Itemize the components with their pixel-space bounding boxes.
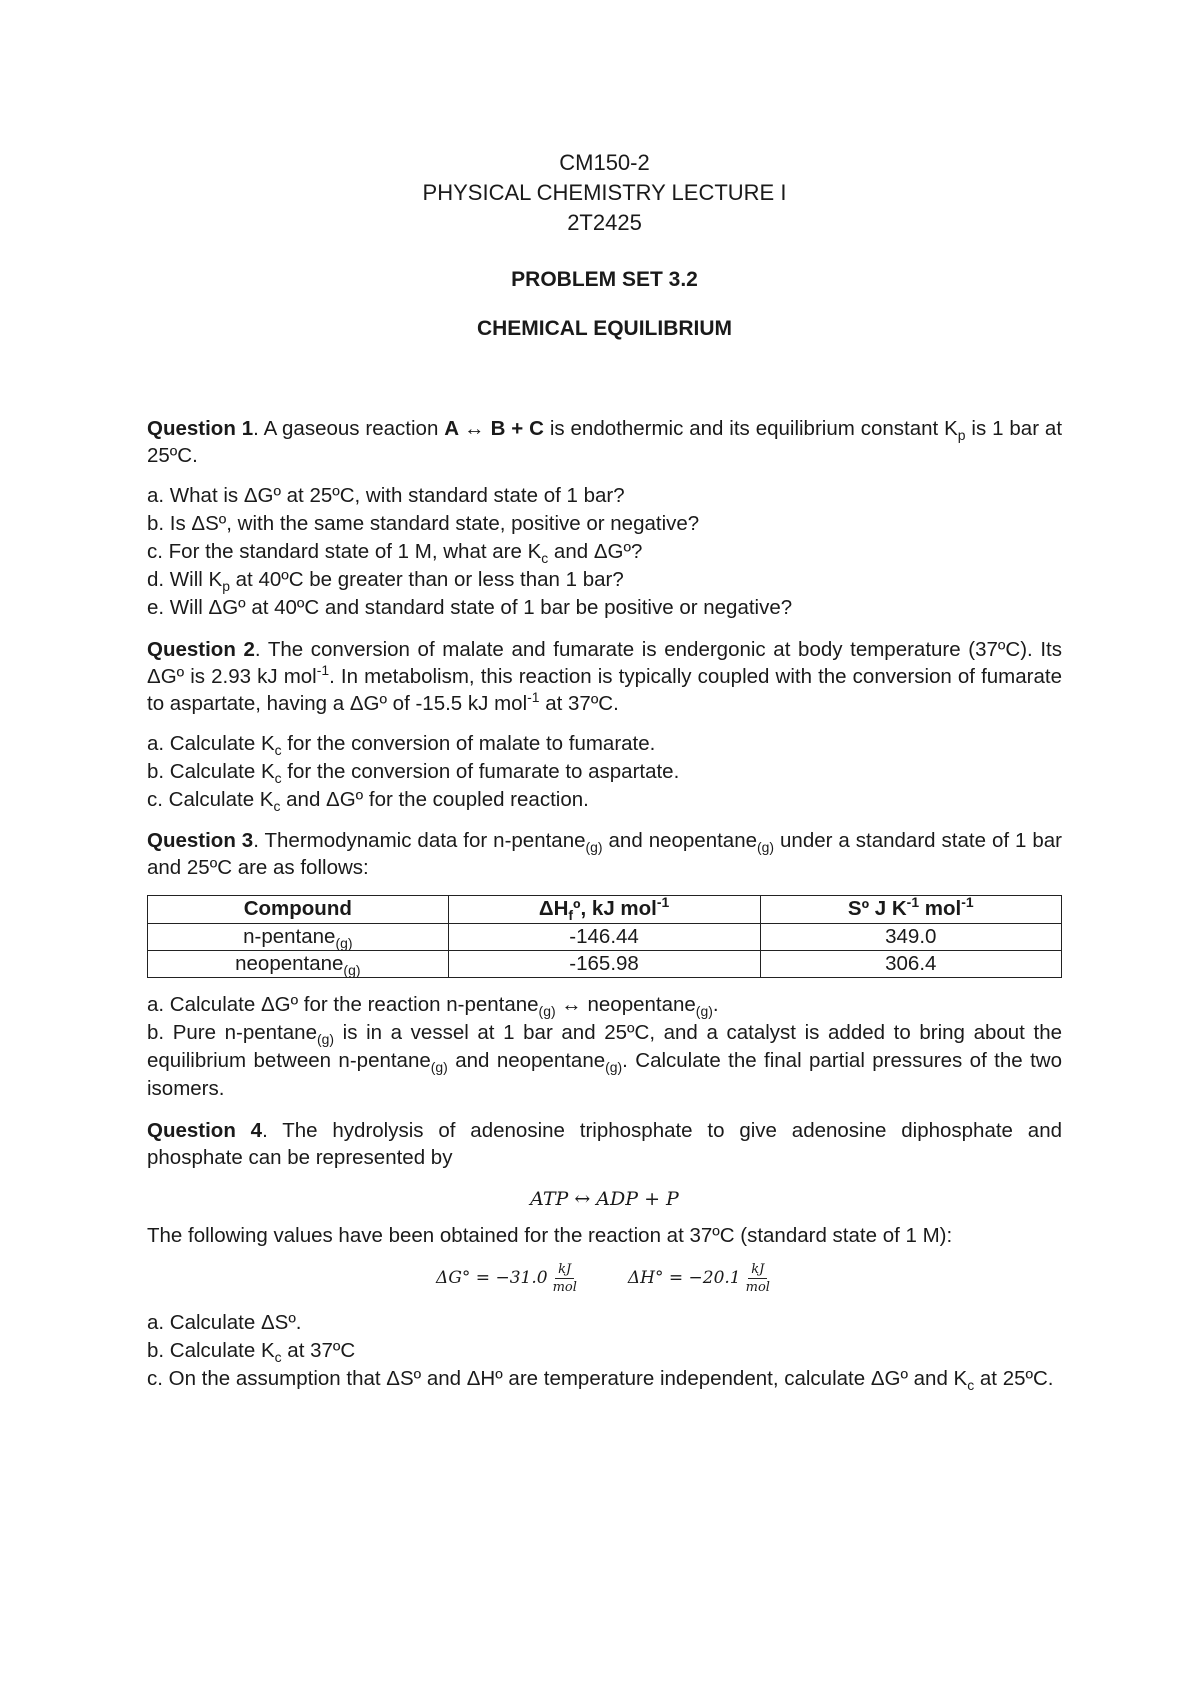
unit-denominator: mol	[745, 1280, 770, 1296]
question-4-prompt	[147, 1117, 1062, 1171]
subscript: (g)	[605, 1059, 623, 1076]
course-code: CM150-2	[559, 150, 650, 175]
course-title: PHYSICAL CHEMISTRY LECTURE I	[422, 179, 787, 205]
item-3a	[147, 991, 1062, 1019]
thermo-data-table	[147, 895, 1062, 978]
text: is endothermic and its equilibrium constant K	[543, 417, 958, 441]
entropy-cell: 306.4	[760, 950, 1061, 977]
delta-g-value	[436, 1261, 580, 1296]
text: . The conversion of malate and fumarate is endergonic at body temperature (37ºC). Its ΔGº is 2.93 kJ mol	[147, 637, 1062, 688]
subscript: p	[222, 577, 230, 594]
text: c. For the standard state of 1 M, what are K	[147, 540, 542, 563]
table-row	[148, 923, 1062, 950]
problem-set-title: PROBLEM SET 3.2	[511, 267, 698, 291]
text: b. Pure n-pentane	[147, 1021, 317, 1045]
subscript: f	[568, 907, 574, 924]
delta-h-value	[628, 1261, 773, 1296]
document-header	[147, 148, 1062, 238]
compound-cell	[148, 950, 449, 977]
subscript: (g)	[316, 1031, 335, 1048]
text: is 1 bar at 25ºC.	[147, 417, 1063, 468]
thermo-values-equation	[147, 1261, 1062, 1296]
text: a. Calculate ΔGº for the reaction n-pentane	[147, 993, 539, 1017]
unit-fraction	[743, 1261, 773, 1296]
item-4b	[147, 1337, 1062, 1365]
text: and neopentane	[602, 829, 758, 853]
question-1-prompt	[147, 415, 1062, 469]
unit-fraction	[550, 1261, 580, 1296]
text: and neopentane	[447, 1048, 606, 1072]
text: . Calculate the final partial pressures of the two isomers.	[147, 1048, 1062, 1100]
text: Sº J K	[847, 897, 907, 921]
question-2-prompt	[147, 636, 1062, 717]
subscript: c	[273, 797, 281, 814]
text: at 37ºC	[281, 1339, 356, 1363]
text: is in a vessel at 1 bar and 25ºC, and a catalyst is added to bring about the equilibrium between n-pentane	[147, 1021, 1062, 1072]
subscript: (g)	[585, 839, 603, 856]
table-row	[148, 950, 1062, 977]
item-3b	[147, 1019, 1062, 1103]
text: under a standard state of 1 bar and 25ºC are as follows:	[147, 829, 1062, 880]
item-2c	[147, 786, 1062, 814]
question-1	[147, 415, 1062, 621]
reaction-formula: A ↔ B + C	[444, 417, 544, 441]
text: ΔH° = −20.1	[627, 1268, 741, 1289]
enthalpy-cell: -165.98	[448, 950, 760, 977]
subscript: c	[274, 769, 282, 786]
text: . Thermodynamic data for n-pentane	[253, 829, 586, 853]
question-3-prompt	[147, 827, 1062, 881]
subscript: (g)	[695, 1003, 713, 1020]
question-3	[147, 827, 1062, 1102]
subscript: c	[541, 550, 549, 567]
entropy-cell: 349.0	[760, 923, 1061, 950]
column-header-entropy	[760, 896, 1061, 923]
text: c. On the assumption that ΔSº and ΔHº are temperature independent, calculate ΔGº and K	[147, 1366, 968, 1390]
subscript: (g)	[343, 962, 361, 979]
problem-set-page	[147, 148, 1062, 1393]
compound-cell	[148, 923, 449, 950]
text: º, kJ mol	[573, 897, 657, 921]
question-2-items	[147, 730, 1062, 814]
item-1b: b. Is ΔSº, with the same standard state, positive or negative?	[147, 512, 700, 536]
item-2b	[147, 758, 1062, 786]
text: and ΔGº for the coupled reaction.	[280, 787, 589, 811]
text: .	[712, 993, 719, 1017]
table-header-row	[148, 896, 1062, 923]
question-4-values-intro: The following values have been obtained for the reaction at 37ºC (standard state of 1 M):	[147, 1223, 953, 1247]
question-4-label: Question 4	[147, 1118, 263, 1142]
superscript: -1	[961, 894, 974, 911]
question-3-items	[147, 991, 1062, 1103]
subscript: p	[957, 427, 966, 444]
text: ΔH	[538, 897, 569, 921]
item-4c	[147, 1365, 1062, 1393]
term-code: 2T2425	[567, 209, 642, 235]
topic-title: CHEMICAL EQUILIBRIUM	[476, 317, 733, 341]
text: d. Will K	[147, 567, 223, 591]
text: ↔ neopentane	[555, 993, 696, 1017]
question-2-label: Question 2	[147, 637, 255, 661]
item-1d	[147, 566, 1062, 594]
superscript: -1	[656, 894, 670, 911]
question-4-items	[147, 1309, 1062, 1393]
item-4a: a. Calculate ΔSº.	[147, 1311, 302, 1335]
text: at 37ºC.	[539, 691, 619, 715]
subscript: c	[274, 741, 282, 758]
item-2a	[147, 730, 1062, 758]
text: b. Calculate K	[147, 759, 275, 783]
reaction-equation: ATP ↔ ADP + P	[530, 1187, 679, 1210]
enthalpy-cell: -146.44	[448, 923, 760, 950]
text: at 40ºC be greater than or less than 1 bar?	[229, 567, 624, 591]
text: and ΔGº?	[548, 540, 643, 563]
text: ΔG° = −31.0	[436, 1268, 548, 1289]
question-3-label: Question 3	[147, 829, 254, 853]
superscript: -1	[316, 661, 330, 678]
text: a. Calculate K	[147, 731, 275, 755]
question-1-label: Question 1	[147, 417, 254, 441]
unit-numerator: kJ	[555, 1261, 574, 1279]
column-header-compound: Compound	[148, 896, 449, 923]
superscript: -1	[527, 688, 540, 705]
text: mol	[919, 897, 962, 921]
unit-denominator: mol	[552, 1280, 577, 1296]
subscript: (g)	[335, 934, 353, 951]
item-1c	[147, 538, 1062, 566]
column-header-enthalpy	[448, 896, 760, 923]
text: . The hydrolysis of adenosine triphosphate to give adenosine diphosphate and phosphate can be represented by	[147, 1118, 1062, 1169]
text: n-pentane	[243, 924, 336, 948]
item-1a: a. What is ΔGº at 25ºC, with standard state of 1 bar?	[147, 484, 625, 508]
text: for the conversion of malate to fumarate.	[281, 731, 656, 755]
text: neopentane	[235, 951, 344, 975]
text: . A gaseous reaction	[253, 417, 445, 441]
text: for the conversion of fumarate to aspartate.	[281, 759, 680, 783]
text: c. Calculate K	[147, 787, 274, 811]
subscript: (g)	[757, 839, 775, 856]
text: b. Calculate K	[147, 1339, 275, 1363]
subscript: (g)	[430, 1059, 448, 1076]
question-2	[147, 636, 1062, 814]
text: at 25ºC.	[974, 1366, 1054, 1390]
subscript: c	[274, 1349, 282, 1366]
unit-numerator: kJ	[748, 1261, 767, 1279]
superscript: -1	[906, 894, 920, 911]
item-1e: e. Will ΔGº at 40ºC and standard state of 1 bar be positive or negative?	[147, 595, 793, 619]
subscript: c	[967, 1377, 975, 1394]
text: . In metabolism, this reaction is typically coupled with the conversion of fumarate to aspartate, having a ΔGº of -15.5 kJ mol	[147, 664, 1062, 715]
question-1-items	[147, 482, 1062, 621]
question-4	[147, 1117, 1062, 1393]
subscript: (g)	[538, 1003, 556, 1020]
